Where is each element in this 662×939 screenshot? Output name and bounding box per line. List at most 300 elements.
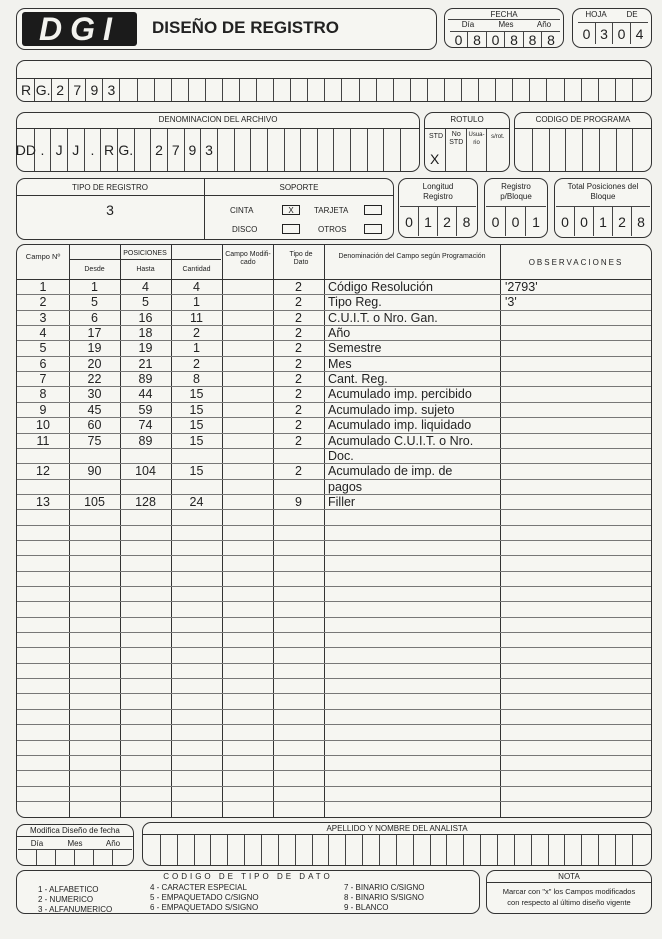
archivo-cell: 2 (151, 129, 168, 171)
cell-cantidad: 1 (193, 341, 200, 356)
analista-cell (195, 835, 212, 865)
otros-checkbox[interactable] (364, 224, 382, 234)
hoja-digits[interactable] (578, 22, 648, 44)
analista-cell (431, 835, 448, 865)
hoja-label: HOJA (585, 10, 607, 19)
cell-hasta: 59 (138, 402, 153, 417)
nota-label: NOTA (558, 872, 580, 881)
cell-campo: 5 (39, 341, 47, 356)
archivo-cell: . (35, 129, 52, 171)
analista-cells[interactable] (144, 835, 650, 865)
col-header-tipo: Tipo de Dato (289, 251, 313, 266)
tipo-registro-label: TIPO DE REGISTRO (71, 183, 148, 192)
cell-campo: 12 (36, 464, 50, 479)
cell-denominacion: Acumulado imp. percibido (328, 387, 472, 402)
record-cell (206, 79, 223, 101)
row-rule (17, 525, 651, 526)
row-rule (17, 786, 651, 787)
programa-cell (583, 129, 600, 171)
cell-hasta: 4 (142, 280, 149, 294)
total-posiciones-digit: 0 (575, 207, 594, 236)
cell-cantidad: 15 (189, 464, 204, 479)
otros-label: OTROS (318, 225, 347, 234)
analista-cell (296, 835, 313, 865)
codigo-programa-cells[interactable] (516, 129, 650, 171)
analista-cell (447, 835, 464, 865)
dgi-logo-text: DGI (39, 11, 120, 47)
record-cell (394, 79, 411, 101)
programa-cell (533, 129, 550, 171)
column-divider (500, 245, 501, 817)
archivo-cell (334, 129, 351, 171)
record-cell: 9 (86, 79, 103, 101)
analista-cell (532, 835, 549, 865)
archivo-cell (235, 129, 252, 171)
modifica-cell (75, 850, 94, 865)
disco-label: DISCO (232, 225, 258, 234)
fecha-anio-label: Año (536, 20, 552, 29)
analista-cell (599, 835, 616, 865)
longitud-digits[interactable] (400, 206, 476, 236)
record-cell (257, 79, 274, 101)
codigo-tipo-item-5: 5 - EMPAQUETADO C/SIGNO (150, 893, 259, 902)
archivo-cell (351, 129, 368, 171)
nota-text-1: Marcar con "x" los Campos modificados (502, 887, 636, 896)
cell-denominacion-cont: Doc. (328, 448, 354, 463)
row-rule (17, 678, 651, 679)
codigo-tipo-item-4: 4 - CARACTER ESPECIAL (150, 883, 247, 892)
row-rule (17, 724, 651, 725)
cell-cantidad: 2 (193, 356, 200, 371)
longitud-digit: 2 (438, 207, 457, 236)
col-header-campo: Campo Nº (25, 252, 61, 261)
cell-campo: 7 (39, 372, 47, 387)
row-rule (17, 693, 651, 694)
fecha-label: FECHA (490, 10, 518, 19)
fecha-digit: 8 (524, 32, 542, 47)
tipo-registro-rule (16, 195, 204, 196)
rotulo-mark: X (430, 151, 440, 167)
archivo-cell (251, 129, 268, 171)
cell-denominacion: Año (328, 326, 351, 341)
cell-denominacion: Semestre (328, 341, 382, 356)
analista-cell (313, 835, 330, 865)
cell-denominacion: C.U.I.T. o Nro. Gan. (328, 310, 438, 325)
cell-tipo: 2 (295, 387, 302, 402)
record-cell (411, 79, 428, 101)
record-cell (360, 79, 377, 101)
cell-denominacion: Acumulado de imp. de (328, 464, 453, 479)
page-title: DISEÑO DE REGISTRO (152, 18, 340, 37)
cell-tipo: 2 (295, 433, 302, 448)
row-rule (17, 663, 651, 664)
row-rule (17, 632, 651, 633)
cell-desde: 17 (87, 326, 102, 341)
row-rule (17, 571, 651, 572)
cell-campo: 13 (36, 494, 50, 509)
cell-cantidad: 11 (190, 310, 203, 325)
programa-cell (566, 129, 583, 171)
hoja-digit: 0 (613, 23, 631, 44)
record-cell (462, 79, 479, 101)
cell-hasta: 128 (135, 494, 156, 509)
analista-cell (228, 835, 245, 865)
nota-rule (486, 882, 652, 883)
programa-cell (516, 129, 533, 171)
cell-desde: 60 (87, 418, 102, 433)
total-posiciones-label: Total Posiciones del Bloque (567, 182, 639, 201)
record-cell: R (18, 79, 35, 101)
fecha-digit: 8 (547, 31, 555, 48)
codigo-tipo-item-6: 6 - EMPAQUETADO S/SIGNO (150, 903, 259, 912)
cell-campo: 9 (39, 402, 47, 417)
analista-cell (414, 835, 431, 865)
cell-tipo: 2 (295, 418, 302, 433)
rotulo-usuario[interactable] (467, 129, 487, 171)
total-posiciones-digits[interactable] (556, 206, 650, 236)
fields-table (16, 244, 652, 818)
row-rule (17, 740, 651, 741)
cell-desde: 45 (87, 402, 102, 417)
modifica-rule (16, 836, 134, 837)
analista-cell (245, 835, 262, 865)
codigo-tipo-item-1: 1 - ALFABETICO (38, 885, 99, 894)
row-rule (17, 555, 651, 556)
archivo-cell: . (85, 129, 102, 171)
dgi-logo (22, 12, 137, 46)
rotulo-srot-label: s/rot. (491, 134, 505, 140)
cell-campo: 2 (39, 295, 47, 310)
record-cell (633, 79, 650, 101)
cell-hasta: 18 (138, 326, 153, 341)
cell-campo: 4 (39, 326, 47, 341)
cell-hasta: 74 (138, 418, 153, 433)
cell-cantidad: 4 (193, 280, 200, 294)
programa-cell (550, 129, 567, 171)
cell-observaciones: '3' (505, 295, 517, 310)
cell-hasta: 44 (138, 387, 153, 402)
cell-cantidad: 24 (189, 494, 204, 509)
fecha-mes-label: Mes (498, 20, 514, 29)
record-cell: 7 (69, 79, 86, 101)
fecha-dia-label: Día (461, 20, 475, 29)
cell-cantidad: 15 (189, 387, 204, 402)
longitud-digit: 0 (400, 207, 419, 236)
cell-desde: 1 (91, 280, 98, 294)
archivo-cells[interactable] (15, 129, 418, 171)
cell-hasta: 21 (138, 356, 153, 371)
record-cell (189, 79, 206, 101)
analista-cell (346, 835, 363, 865)
cell-tipo: 2 (295, 464, 302, 479)
cell-desde: 19 (87, 341, 102, 356)
programa-cell (633, 129, 650, 171)
record-cell: 2 (52, 79, 69, 101)
analista-label: APELLIDO Y NOMBRE DEL ANALISTA (326, 824, 468, 833)
cell-tipo: 2 (295, 295, 302, 310)
modifica-mes-label: Mes (67, 839, 83, 848)
codigo-programa-label: CODIGO DE PROGRAMA (535, 115, 631, 124)
cinta-label: CINTA (230, 206, 254, 215)
longitud-digit: 1 (419, 207, 438, 236)
record-cell (599, 79, 616, 101)
posiciones-rule (69, 259, 221, 260)
record-cell (445, 79, 462, 101)
analista-cell (363, 835, 380, 865)
archivo-cell: DD (18, 129, 35, 171)
analista-cell (464, 835, 481, 865)
hoja-digit: 4 (635, 25, 644, 42)
rotulo-label: ROTULO (450, 115, 484, 124)
de-label: DE (626, 10, 638, 19)
archivo-cell: 3 (201, 129, 218, 171)
row-rule (17, 801, 651, 802)
cell-cantidad: 8 (193, 372, 200, 387)
modifica-dia-label: Día (30, 839, 44, 848)
codigo-tipo-label: CODIGO DE TIPO DE DATO (163, 872, 333, 881)
archivo-cell (218, 129, 235, 171)
modifica-anio-label: Año (105, 839, 121, 848)
rotulo-std[interactable] (426, 129, 446, 171)
analista-cell (616, 835, 633, 865)
cell-campo: 10 (36, 418, 50, 433)
analista-cell (498, 835, 515, 865)
analista-cell (380, 835, 397, 865)
rotulo-srot[interactable] (487, 129, 508, 171)
record-cell (428, 79, 445, 101)
total-posiciones-digit: 0 (556, 207, 575, 236)
analista-cell (329, 835, 346, 865)
record-cell (172, 79, 189, 101)
fecha-digit: 0 (487, 32, 505, 47)
registro-bloque-digit: 1 (532, 213, 540, 230)
rotulo-grid[interactable] (426, 129, 508, 171)
cell-campo: 8 (39, 387, 47, 402)
record-cell (377, 79, 394, 101)
cell-tipo: 2 (295, 356, 302, 371)
archivo-cell (318, 129, 335, 171)
registro-bloque-label: Registro p/Bloque (500, 182, 532, 201)
archivo-cell (401, 129, 418, 171)
cell-denominacion: Tipo Reg. (328, 295, 382, 310)
cell-desde: 5 (91, 295, 98, 310)
record-cell (274, 79, 291, 101)
cell-campo: 11 (36, 433, 50, 448)
record-cell (530, 79, 547, 101)
cinta-checkbox[interactable] (282, 205, 300, 215)
rotulo-usuario-label: Usua-rio (468, 132, 485, 146)
cell-tipo: 9 (295, 494, 302, 509)
cell-tipo: 2 (295, 310, 302, 325)
soporte-rule (204, 195, 394, 196)
analista-cell (211, 835, 228, 865)
row-rule (17, 509, 651, 510)
disco-checkbox[interactable] (282, 224, 300, 234)
modifica-cell (56, 850, 75, 865)
col-header-cantidad: Cantidad (182, 266, 211, 273)
modifica-cell (37, 850, 56, 865)
analista-cell (582, 835, 599, 865)
modifica-cells[interactable] (18, 849, 132, 865)
cell-campo: 3 (39, 310, 47, 325)
record-cell: 3 (103, 79, 120, 101)
cell-hasta: 19 (138, 341, 153, 356)
archivo-cell (268, 129, 285, 171)
column-divider (222, 245, 223, 817)
col-header-observaciones: OBSERVACIONES (528, 258, 624, 267)
cell-desde: 20 (87, 356, 102, 371)
soporte-label: SOPORTE (279, 183, 319, 192)
record-cell (155, 79, 172, 101)
cell-denominacion: Acumulado imp. sujeto (328, 402, 455, 417)
record-cell (479, 79, 496, 101)
cell-hasta: 16 (138, 310, 153, 325)
record-cell (138, 79, 155, 101)
cell-hasta: 89 (138, 372, 153, 387)
analista-cell (565, 835, 582, 865)
cell-observaciones: '2793' (505, 280, 538, 294)
row-rule (17, 540, 651, 541)
col-header-modificado: Campo Modifi-cado (225, 251, 271, 266)
cell-denominacion: Código Resolución (328, 280, 433, 294)
cell-denominacion: Cant. Reg. (328, 372, 388, 387)
registro-bloque-digit: 0 (506, 207, 526, 236)
cell-desde: 22 (87, 372, 102, 387)
row-rule (17, 617, 651, 618)
row-rule (17, 601, 651, 602)
cell-campo: 1 (39, 280, 47, 294)
nota-text-2: con respecto al último diseño vigente (507, 898, 631, 907)
analista-cell (515, 835, 532, 865)
cell-tipo: 2 (295, 372, 302, 387)
analista-cell (144, 835, 161, 865)
codigo-tipo-item-2: 2 - NUMERICO (38, 895, 94, 904)
cell-hasta: 5 (142, 295, 149, 310)
record-cell (616, 79, 633, 101)
rotulo-nostd-label: No STD (449, 131, 464, 146)
archivo-cell (301, 129, 318, 171)
hoja-digit: 3 (596, 23, 613, 44)
column-divider (324, 245, 325, 817)
record-cell (325, 79, 342, 101)
fecha-digit: 8 (468, 32, 487, 47)
cell-cantidad: 15 (189, 433, 204, 448)
cell-desde: 75 (87, 433, 102, 448)
cell-cantidad: 2 (193, 326, 200, 341)
record-cell (496, 79, 513, 101)
cell-desde: 90 (87, 464, 102, 479)
longitud-label: Longitud Registro (422, 182, 454, 201)
record-cell (565, 79, 582, 101)
cell-denominacion-cont: pagos (328, 479, 363, 494)
longitud-digit: 8 (462, 213, 471, 230)
programa-cell (617, 129, 634, 171)
col-header-denominacion: Denominación del Campo según Programación (338, 253, 486, 260)
record-cell (342, 79, 359, 101)
cell-tipo: 2 (295, 341, 302, 356)
modifica-cell (18, 850, 37, 865)
cell-denominacion: Filler (328, 494, 356, 509)
codigo-tipo-item-9: 9 - BLANCO (344, 903, 389, 912)
archivo-label: DENOMINACION DEL ARCHIVO (158, 115, 278, 124)
rotulo-std-label: STD (429, 133, 443, 140)
codigo-tipo-item-3: 3 - ALFANUMERICO (38, 905, 113, 914)
archivo-cell: G. (118, 129, 135, 171)
fecha-digits[interactable] (450, 31, 560, 47)
programa-cell (600, 129, 617, 171)
col-header-posiciones: POSICIONES (123, 250, 167, 257)
codigo-tipo-item-7: 7 - BINARIO C/SIGNO (344, 883, 425, 892)
fecha-digit: 0 (450, 32, 468, 47)
archivo-cell: 7 (168, 129, 185, 171)
total-posiciones-digit: 8 (637, 213, 645, 230)
archivo-cell: 9 (185, 129, 202, 171)
analista-cell (161, 835, 178, 865)
row-rule (17, 770, 651, 771)
modifica-label: Modifica Diseño de fecha (30, 826, 120, 835)
cell-desde: 30 (87, 387, 102, 402)
archivo-cell (135, 129, 152, 171)
fecha-digit: 8 (505, 32, 524, 47)
record-line-cells[interactable] (18, 79, 650, 101)
row-rule (17, 647, 651, 648)
cell-denominacion: Acumulado imp. liquidado (328, 418, 472, 433)
archivo-cell: R (101, 129, 118, 171)
row-rule (17, 709, 651, 710)
row-rule (17, 586, 651, 587)
hoja-digit: 0 (578, 23, 596, 44)
analista-cell (262, 835, 279, 865)
record-cell (547, 79, 564, 101)
record-cell (308, 79, 325, 101)
analista-cell (633, 835, 650, 865)
total-posiciones-digit: 2 (613, 207, 632, 236)
archivo-cell: J (68, 129, 85, 171)
col-header-desde: Desde (84, 266, 105, 273)
registro-bloque-digit: 0 (486, 207, 506, 236)
cell-cantidad: 15 (189, 402, 204, 417)
cinta-mark: X (288, 206, 294, 215)
cell-tipo: 2 (295, 326, 302, 341)
analista-cell (397, 835, 414, 865)
cell-denominacion: Mes (328, 356, 352, 371)
record-cell: G. (35, 79, 52, 101)
record-cell (120, 79, 137, 101)
cell-hasta: 89 (138, 433, 153, 448)
analista-cell (481, 835, 498, 865)
tarjeta-label: TARJETA (314, 206, 349, 215)
archivo-cell: J (51, 129, 68, 171)
record-cell (582, 79, 599, 101)
cell-cantidad: 15 (189, 418, 204, 433)
record-cell (291, 79, 308, 101)
registro-bloque-digits[interactable] (486, 206, 546, 236)
cell-tipo: 2 (295, 280, 302, 294)
row-rule (17, 755, 651, 756)
tarjeta-checkbox[interactable] (364, 205, 382, 215)
cell-denominacion: Acumulado C.U.I.T. o Nro. (328, 433, 474, 448)
tipo-registro-value[interactable]: 3 (106, 202, 114, 218)
archivo-cell (285, 129, 302, 171)
archivo-cell (368, 129, 385, 171)
cell-hasta: 104 (135, 464, 156, 479)
archivo-cell (384, 129, 401, 171)
cell-campo: 6 (39, 356, 47, 371)
modifica-cell (113, 850, 132, 865)
rotulo-nostd[interactable] (446, 129, 466, 171)
cell-tipo: 2 (295, 402, 302, 417)
codigo-tipo-item-8: 8 - BINARIO S/SIGNO (344, 893, 425, 902)
